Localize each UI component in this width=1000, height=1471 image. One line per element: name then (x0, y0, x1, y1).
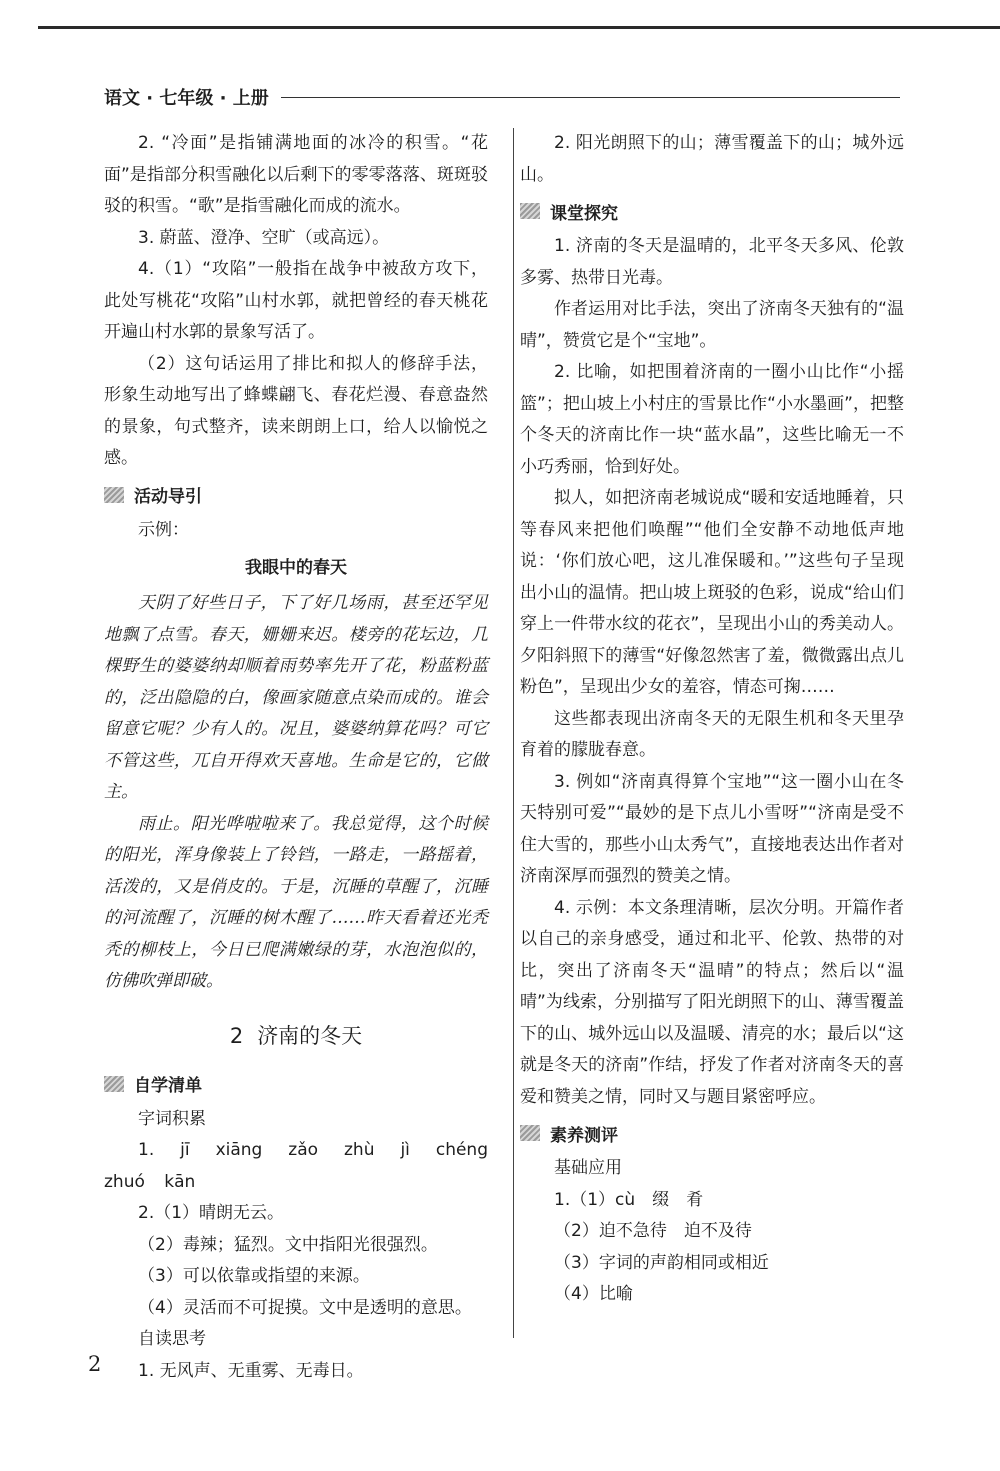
top-rule (38, 26, 1000, 29)
subheading-reading: 自读思考 (138, 1329, 206, 1349)
answer-paragraph: （2）这句话运用了排比和拟人的修辞手法，形象生动地写出了蜂蝶翩飞、春花烂漫、春意盎然的景象，句式整齐，读来朗朗上口，给人以愉悦之感。 (104, 353, 488, 468)
subheading-words: 字词积累 (138, 1108, 206, 1129)
subheading-basic: 基础应用 (554, 1158, 622, 1178)
answer-paragraph: 2. 比喻，如把围着济南的一圈小山比作“小摇篮”；把山坡上小村庄的雪景比作“小水墨画”，把整个冬天的济南比作一块“蓝水晶”，这些比喻无一不小巧秀丽，恰到好处。 (520, 362, 904, 477)
example-label: 示例： (138, 519, 189, 540)
header-title: 语文 · 七年级 · 上册 (104, 88, 269, 109)
section-heading-text: 素养测评 (550, 1125, 618, 1146)
section-heading-activity (104, 477, 488, 513)
lesson-title: 济南的冬天 (257, 1023, 363, 1048)
column-divider (513, 128, 514, 1338)
answer-paragraph: 1. 济南的冬天是温晴的，北平冬天多风、伦敦多雾、热带日光毒。 (520, 236, 904, 288)
basic-answer: （4）比喻 (554, 1284, 633, 1304)
definition-item: 2.（1）晴朗无云。 (138, 1203, 285, 1223)
section-heading-text: 课堂探究 (550, 203, 618, 224)
basic-answer: （2）迫不急待 迫不及待 (554, 1221, 752, 1241)
answer-paragraph: 2. 阳光朗照下的山；薄雪覆盖下的山；城外远山。 (520, 133, 904, 185)
definition-item: （4）灵活而不可捉摸。文中是透明的意思。 (138, 1297, 472, 1318)
essay-title: 我眼中的春天 (245, 558, 347, 578)
page-number: 2 (88, 1352, 102, 1376)
lesson-heading (104, 1016, 488, 1056)
section-heading-text: 自学清单 (134, 1076, 202, 1096)
essay-paragraph: 天阴了好些日子，下了好几场雨，甚至还罕见地飘了点雪。春天，姗姗来迟。楼旁的花坛边，几棵野生的婆婆纳却顺着雨势率先开了花，粉蓝粉蓝的，泛出隐隐的白，像画家随意点染而成的。谁会留意它呢？少有人的。况且，婆婆纳算花吗？可它不管这些，兀自开得欢天喜地。生命是它的，它做主。 (104, 593, 488, 802)
answer-paragraph: 这些都表现出济南冬天的无限生机和冬天里孕育着的朦胧春意。 (520, 708, 904, 760)
answer-paragraph: 作者运用对比手法，突出了济南冬天独有的“温晴”，赞赏它是个“宝地”。 (520, 299, 904, 351)
pinyin-answer: 1. jī xiāng zǎo zhù jì chéng zhuó kān (104, 1140, 488, 1192)
section-marker-icon (104, 1076, 124, 1092)
header-rule (281, 97, 900, 98)
reading-answer: 1. 无风声、无重雾、无毒日。 (138, 1360, 364, 1381)
left-column (104, 128, 488, 1387)
running-header (104, 84, 900, 110)
section-heading-class (520, 193, 904, 229)
lesson-number: 2 (229, 1023, 244, 1048)
answer-paragraph: 拟人，如把济南老城说成“暖和安适地睡着，只等春风来把他们唤醒”“他们全安静不动地低声地说：‘你们放心吧，这儿准保暖和。’”这些句子呈现出小山的温情。把山坡上斑驳的色彩，说成“给山们穿上一件带水纹的花衣”，呈现出小山的秀美动人。夕阳斜照下的薄雪“好像忽然害了羞，微微露出点儿粉色”，呈现出少女的羞容，情态可掬…… (520, 488, 904, 697)
answer-paragraph: 4. 示例：本文条理清晰，层次分明。开篇作者以自己的亲身感受，通过和北平、伦敦、热带的对比，突出了济南冬天“温晴”的特点；然后以“温晴”为线索，分别描写了阳光朗照下的山、薄雪覆盖下的山、城外远山以及温暖、清亮的水；最后以“这就是冬天的济南”作结，抒发了作者对济南冬天的喜爱和赞美之情，同时又与题目紧密呼应。 (520, 897, 904, 1107)
definition-item: （3）可以依靠或指望的来源。 (138, 1266, 370, 1286)
basic-answer: （3）字词的声韵相同或相近 (554, 1252, 769, 1273)
definition-item: （2）毒辣；猛烈。文中指阳光很强烈。 (138, 1234, 438, 1255)
section-heading-assessment (520, 1115, 904, 1151)
answer-paragraph: 2. “冷面”是指铺满地面的冰冷的积雪。“花面”是指部分积雪融化以后剩下的零零落落、斑斑驳驳的积雪。“歌”是指雪融化而成的流水。 (104, 133, 488, 216)
section-marker-icon (104, 487, 124, 503)
section-heading-self-study (104, 1066, 488, 1102)
basic-answer: 1.（1）cù 缀 肴 (554, 1189, 704, 1210)
section-marker-icon (520, 203, 540, 219)
answer-paragraph: 4.（1）“攻陷”一般指在战争中被敌方攻下，此处写桃花“攻陷”山村水郭，就把曾经的春天桃花开遍山村水郭的景象写活了。 (104, 259, 488, 342)
section-marker-icon (520, 1125, 540, 1141)
essay-paragraph: 雨止。阳光哗啦啦来了。我总觉得，这个时候的阳光，浑身像装上了铃铛，一路走，一路摇着，活泼的，又是俏皮的。于是，沉睡的草醒了，沉睡的河流醒了，沉睡的树木醒了……昨天看着还光秃秃的柳枝上，今日已爬满嫩绿的芽，水泡泡似的，仿佛吹弹即破。 (104, 813, 488, 991)
answer-paragraph: 3. 例如“济南真得算个宝地”“这一圈小山在冬天特别可爱”“最妙的是下点儿小雪呀”“济南是受不住大雪的，那些小山太秀气”，直接地表达出作者对济南深厚而强烈的赞美之情。 (520, 771, 904, 886)
section-heading-text: 活动导引 (134, 487, 202, 507)
right-column (520, 128, 904, 1311)
answer-paragraph: 3. 蔚蓝、澄净、空旷（或高远）。 (138, 227, 390, 248)
